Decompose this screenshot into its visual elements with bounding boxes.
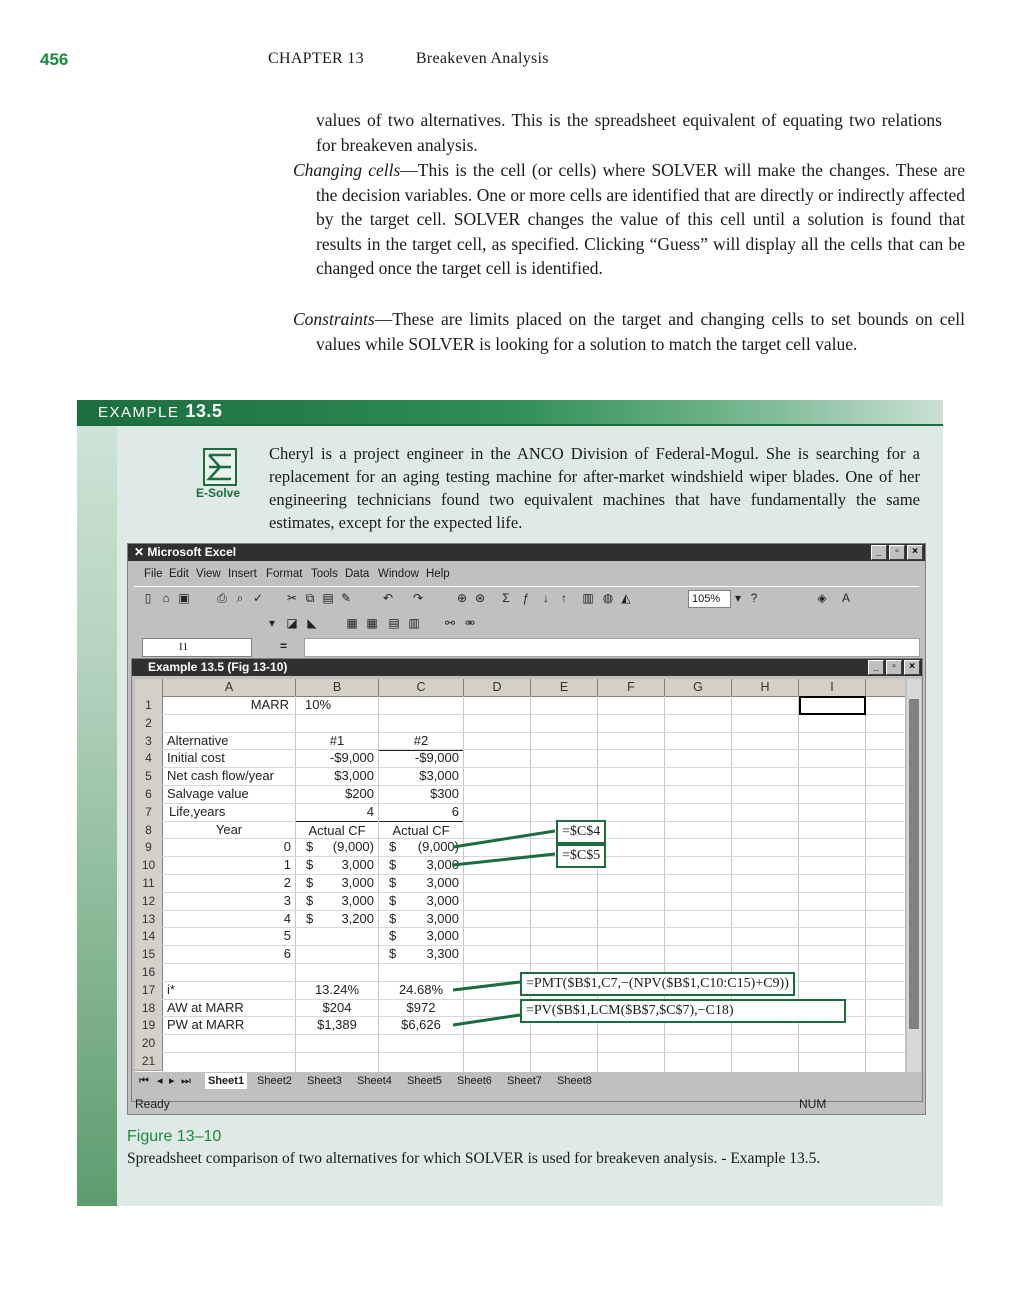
last-sheet-icon[interactable]: ⏭: [181, 1075, 191, 1087]
cell-b13[interactable]: 3,200: [341, 910, 374, 926]
example-statement: Cheryl is a project engineer in the ANCO Division of Federal-Mogul. She is searching for a replacement for an aging testing machine for after-market windshield wiper blades. One of her engineering technicians found two equivalent machines that have fundamentally the same estimates, except for the expected life.: [269, 444, 920, 532]
zoom-dropdown-icon[interactable]: ▾: [734, 591, 742, 605]
row-header[interactable]: 6: [135, 785, 163, 804]
cell-c15[interactable]: 3,300: [426, 946, 459, 962]
open-icon[interactable]: ⌂: [162, 591, 170, 605]
next-sheet-icon[interactable]: ▸: [169, 1075, 175, 1087]
cell-a4[interactable]: Initial cost: [167, 750, 225, 766]
cell-c8[interactable]: Actual CF: [379, 821, 463, 840]
term-constraints: Constraints: [293, 309, 375, 329]
scrollbar-thumb[interactable]: [909, 699, 919, 1029]
new-icon[interactable]: ▯: [144, 591, 152, 605]
cell-c19[interactable]: $6,626: [401, 1017, 441, 1033]
row-header[interactable]: 17: [135, 981, 163, 1000]
standard-toolbar: [134, 586, 919, 611]
copy-icon[interactable]: ⧉: [305, 591, 315, 605]
cell-c18[interactable]: $972: [406, 999, 436, 1015]
callout-c17-formula: =PMT($B$1,C7,−(NPV($B$1,C10:C15)+C9)): [520, 972, 795, 996]
cell-b10[interactable]: 3,000: [341, 857, 374, 873]
print-icon[interactable]: ⎙: [217, 591, 227, 605]
currency-sign: $: [389, 839, 397, 855]
cell-b9[interactable]: (9,000): [332, 839, 374, 855]
tab-sheet7[interactable]: Sheet7: [507, 1075, 542, 1087]
first-sheet-icon[interactable]: ⏮: [139, 1075, 149, 1087]
name-box[interactable]: [142, 638, 252, 657]
rows-icon[interactable]: ▥: [408, 616, 420, 630]
currency-sign: $: [306, 839, 314, 855]
cell-b19[interactable]: $1,389: [317, 1017, 357, 1033]
column-header-e[interactable]: E: [531, 679, 598, 697]
status-ready: Ready: [135, 1097, 170, 1111]
format-painter-icon[interactable]: ✎: [340, 591, 352, 605]
vertical-scrollbar[interactable]: [907, 679, 921, 1072]
row-header[interactable]: 10: [135, 856, 163, 875]
cell-c12[interactable]: 3,000: [426, 892, 459, 908]
row-header[interactable]: 14: [135, 927, 163, 946]
currency-sign: $: [389, 875, 397, 890]
tab-sheet1[interactable]: Sheet1: [205, 1073, 247, 1089]
currency-sign: $: [306, 892, 314, 908]
cell-c4[interactable]: -$9,000: [414, 750, 459, 766]
cell-a6[interactable]: Salvage value: [167, 786, 249, 801]
function-icon[interactable]: ƒ: [522, 591, 530, 605]
tab-sheet3[interactable]: Sheet3: [307, 1075, 342, 1087]
menu-edit[interactable]: Edit: [169, 568, 189, 580]
save-icon[interactable]: ▣: [178, 591, 190, 605]
sort-ascending-icon[interactable]: ↓: [543, 591, 549, 605]
figure-caption: Spreadsheet comparison of two alternatives for which SOLVER is used for breakeven analysis. - Example 13.5.: [127, 1150, 821, 1167]
minimize-button[interactable]: _: [871, 545, 887, 560]
menu-data[interactable]: Data: [345, 568, 370, 580]
currency-sign: $: [306, 875, 314, 890]
cell-c6[interactable]: $300: [430, 786, 459, 801]
figure-label: Figure 13–10: [127, 1128, 222, 1145]
zoom-select[interactable]: 105%: [688, 590, 731, 608]
close-button[interactable]: ×: [907, 545, 923, 560]
row-header[interactable]: 9: [135, 838, 163, 857]
cell-c9[interactable]: (9,000): [417, 839, 459, 855]
grid-icon[interactable]: ▦: [346, 616, 358, 630]
paragraph-constraints: [293, 307, 965, 356]
formatting-toolbar: [134, 612, 919, 634]
tab-sheet2[interactable]: Sheet2: [257, 1075, 292, 1087]
cell-b4[interactable]: -$9,000: [329, 750, 374, 766]
chapter-label: CHAPTER 13: [268, 50, 364, 67]
column-header-f[interactable]: F: [598, 679, 665, 697]
decorative-strip: [77, 426, 117, 1206]
currency-sign: $: [306, 857, 314, 873]
status-bar: [131, 1096, 921, 1112]
cell-a1[interactable]: MARR: [250, 697, 289, 712]
cell-a19[interactable]: PW at MARR: [167, 1017, 245, 1033]
formula-bar[interactable]: [304, 638, 920, 657]
row-header[interactable]: 20: [135, 1034, 163, 1053]
menu-insert[interactable]: Insert: [228, 568, 257, 580]
font-color-icon[interactable]: A: [841, 591, 850, 605]
spreadsheet-grid[interactable]: [135, 679, 905, 1072]
row-header[interactable]: 18: [135, 999, 163, 1018]
currency-sign: $: [389, 928, 397, 944]
row-header[interactable]: 7: [135, 803, 163, 822]
cell-b6[interactable]: $200: [345, 786, 374, 801]
chart-icon[interactable]: ◪: [286, 616, 298, 630]
cell-a8[interactable]: Year: [215, 821, 243, 837]
cell-b11[interactable]: 3,000: [341, 875, 374, 890]
paragraph-changing-cells: [293, 158, 965, 281]
workbook-close-button[interactable]: ×: [904, 660, 920, 675]
cell-b17[interactable]: 13.24%: [314, 981, 360, 997]
cell-a12[interactable]: 3: [283, 892, 291, 908]
spell-icon[interactable]: ✓: [252, 591, 264, 605]
column-header-b[interactable]: B: [296, 679, 379, 697]
cell-a13[interactable]: 4: [283, 910, 291, 926]
callout-c9-formula: =$C$4: [556, 820, 606, 844]
currency-sign: $: [389, 892, 397, 908]
cell-b1[interactable]: 10%: [305, 697, 332, 712]
cell-c13[interactable]: 3,000: [426, 910, 459, 926]
excel-logo-icon: ✕: [134, 545, 145, 559]
tab-sheet5[interactable]: Sheet5: [407, 1075, 442, 1087]
row-header[interactable]: 4: [135, 749, 163, 768]
menu-tools[interactable]: Tools: [311, 568, 338, 580]
cell-c3[interactable]: #2: [379, 732, 463, 751]
chart-wizard-icon[interactable]: ▥: [582, 591, 594, 605]
sort-descending-icon[interactable]: ↑: [561, 591, 567, 605]
column-header-h[interactable]: H: [732, 679, 799, 697]
cell-a15[interactable]: 6: [283, 946, 291, 962]
columns-icon[interactable]: ▤: [388, 616, 400, 630]
column-header-d[interactable]: D: [464, 679, 531, 697]
unlink-icon[interactable]: ⚮: [464, 616, 476, 630]
example-label: [98, 401, 222, 422]
row-header[interactable]: 11: [135, 874, 163, 893]
column-header-c[interactable]: C: [379, 679, 464, 697]
row-header[interactable]: 13: [135, 910, 163, 929]
paste-icon[interactable]: ▤: [322, 591, 334, 605]
callout-c10-formula: =$C$5: [556, 844, 606, 868]
row-header[interactable]: 15: [135, 945, 163, 964]
currency-sign: $: [389, 946, 397, 962]
paragraph-target-cell-end: values of two alternatives. This is the spreadsheet equivalent of equating two relations for breakeven analysis.: [316, 110, 942, 155]
workbook-titlebar: [132, 659, 922, 676]
cell-a9[interactable]: 0: [283, 839, 291, 855]
definition-constraints: —These are limits placed on the target and changing cells to set bounds on cell values while SOLVER is looking for a solution to match the target cell value.: [316, 309, 965, 354]
cell-b7[interactable]: 4: [366, 803, 374, 819]
excel-window: [127, 543, 926, 1115]
redo-icon[interactable]: ↷: [412, 591, 424, 605]
cell-b3[interactable]: #1: [329, 732, 345, 748]
workbook-minimize-button[interactable]: _: [868, 660, 884, 675]
sheet-tab-bar: [135, 1073, 921, 1089]
cell-a3[interactable]: Alternative: [167, 732, 229, 748]
status-num: NUM: [799, 1097, 827, 1111]
menu-file[interactable]: File: [144, 568, 163, 580]
fill-color-icon[interactable]: ◈: [817, 591, 827, 605]
definition-changing-cells: —This is the cell (or cells) where SOLVER will make the changes. These are the decision variables. One or more cells are identified that are directly or indirectly affected by the target cell. SOLVER changes the value of this cell until a solution is found that results in the target cell, as specified. Clicking “Guess” will display all the cells that can be changed once the target cell is identified.: [316, 160, 965, 278]
link-icon[interactable]: ⚯: [444, 616, 456, 630]
column-header-i[interactable]: I: [799, 679, 866, 697]
workbook-restore-button[interactable]: ▫: [886, 660, 902, 675]
cell-b12[interactable]: 3,000: [341, 892, 374, 908]
esolve-icon: [203, 448, 237, 486]
hyperlink-icon[interactable]: ⊕: [456, 591, 468, 605]
drawing-shapes-icon[interactable]: ◣: [307, 616, 317, 630]
drawing-icon[interactable]: ◭: [621, 591, 631, 605]
tab-sheet6[interactable]: Sheet6: [457, 1075, 492, 1087]
example-number: 13.5: [185, 401, 223, 421]
workbook-window: [131, 658, 923, 1102]
row-header[interactable]: 12: [135, 892, 163, 911]
map-icon[interactable]: ◍: [602, 591, 614, 605]
row-header[interactable]: 21: [135, 1052, 163, 1071]
autosum-icon[interactable]: Σ: [502, 591, 510, 605]
tab-sheet4[interactable]: Sheet4: [357, 1075, 392, 1087]
cell-a10[interactable]: 1: [283, 857, 291, 873]
currency-sign: $: [306, 910, 314, 926]
cell-c17[interactable]: 24.68%: [398, 981, 444, 997]
prev-sheet-icon[interactable]: ◂: [157, 1075, 163, 1087]
cell-c14[interactable]: 3,000: [426, 928, 459, 944]
formula-equals: =: [280, 639, 288, 653]
menu-window[interactable]: Window: [378, 568, 419, 580]
menu-help[interactable]: Help: [426, 568, 450, 580]
column-header-g[interactable]: G: [665, 679, 732, 697]
currency-sign: $: [389, 857, 397, 873]
cell-c11[interactable]: 3,000: [426, 875, 459, 890]
row-header[interactable]: 3: [135, 732, 163, 751]
dropdown-icon[interactable]: ▾: [268, 616, 276, 630]
undo-icon[interactable]: ↶: [382, 591, 394, 605]
cell-a18[interactable]: AW at MARR: [167, 999, 244, 1015]
esolve-label: E-Solve: [196, 486, 241, 500]
cell-c10[interactable]: 3,000: [426, 857, 459, 873]
row-header[interactable]: 8: [135, 821, 163, 840]
table-icon[interactable]: ▦: [366, 616, 378, 630]
cell-c5[interactable]: $3,000: [419, 768, 459, 784]
help-icon[interactable]: ?: [750, 591, 758, 605]
page-number: 456: [40, 50, 69, 69]
cut-icon[interactable]: ✂: [286, 591, 298, 605]
cell-b8[interactable]: Actual CF: [296, 821, 378, 840]
row-header[interactable]: 5: [135, 767, 163, 786]
row-header[interactable]: 1: [135, 696, 163, 715]
web-icon[interactable]: ⊛: [474, 591, 486, 605]
cell-a17[interactable]: i*: [167, 981, 175, 997]
name-box-value: I1: [179, 641, 189, 653]
chapter-title: Breakeven Analysis: [415, 50, 549, 67]
maximize-button[interactable]: ▫: [889, 545, 905, 560]
running-header: [268, 50, 601, 68]
cell-b5[interactable]: $3,000: [334, 768, 374, 784]
row-header[interactable]: 2: [135, 714, 163, 733]
callout-c18-formula: =PV($B$1,LCM($B$7,$C$7),−C18): [520, 999, 846, 1023]
row-header[interactable]: 19: [135, 1016, 163, 1035]
cell-a7[interactable]: Life,years: [169, 803, 226, 819]
row-header[interactable]: 16: [135, 963, 163, 982]
menu-view[interactable]: View: [196, 568, 221, 580]
workbook-title: Example 13.5 (Fig 13-10): [148, 660, 288, 674]
excel-app-title: Microsoft Excel: [147, 545, 237, 559]
menu-format[interactable]: Format: [266, 568, 303, 580]
cell-b18[interactable]: $204: [322, 999, 352, 1015]
example-divider: [77, 424, 943, 426]
excel-titlebar: [128, 544, 925, 561]
menu-bar: [128, 563, 925, 585]
cell-a5[interactable]: Net cash flow/year: [167, 768, 274, 784]
term-changing-cells: Changing cells: [293, 160, 401, 180]
preview-icon[interactable]: ⌕: [236, 591, 244, 605]
currency-sign: $: [389, 910, 397, 926]
column-header-a[interactable]: A: [163, 679, 296, 697]
example-word: EXAMPLE: [98, 404, 180, 421]
cell-a14[interactable]: 5: [283, 928, 291, 944]
cell-c7[interactable]: 6: [451, 803, 459, 819]
tab-sheet8[interactable]: Sheet8: [557, 1075, 592, 1087]
cell-a11[interactable]: 2: [283, 875, 291, 890]
